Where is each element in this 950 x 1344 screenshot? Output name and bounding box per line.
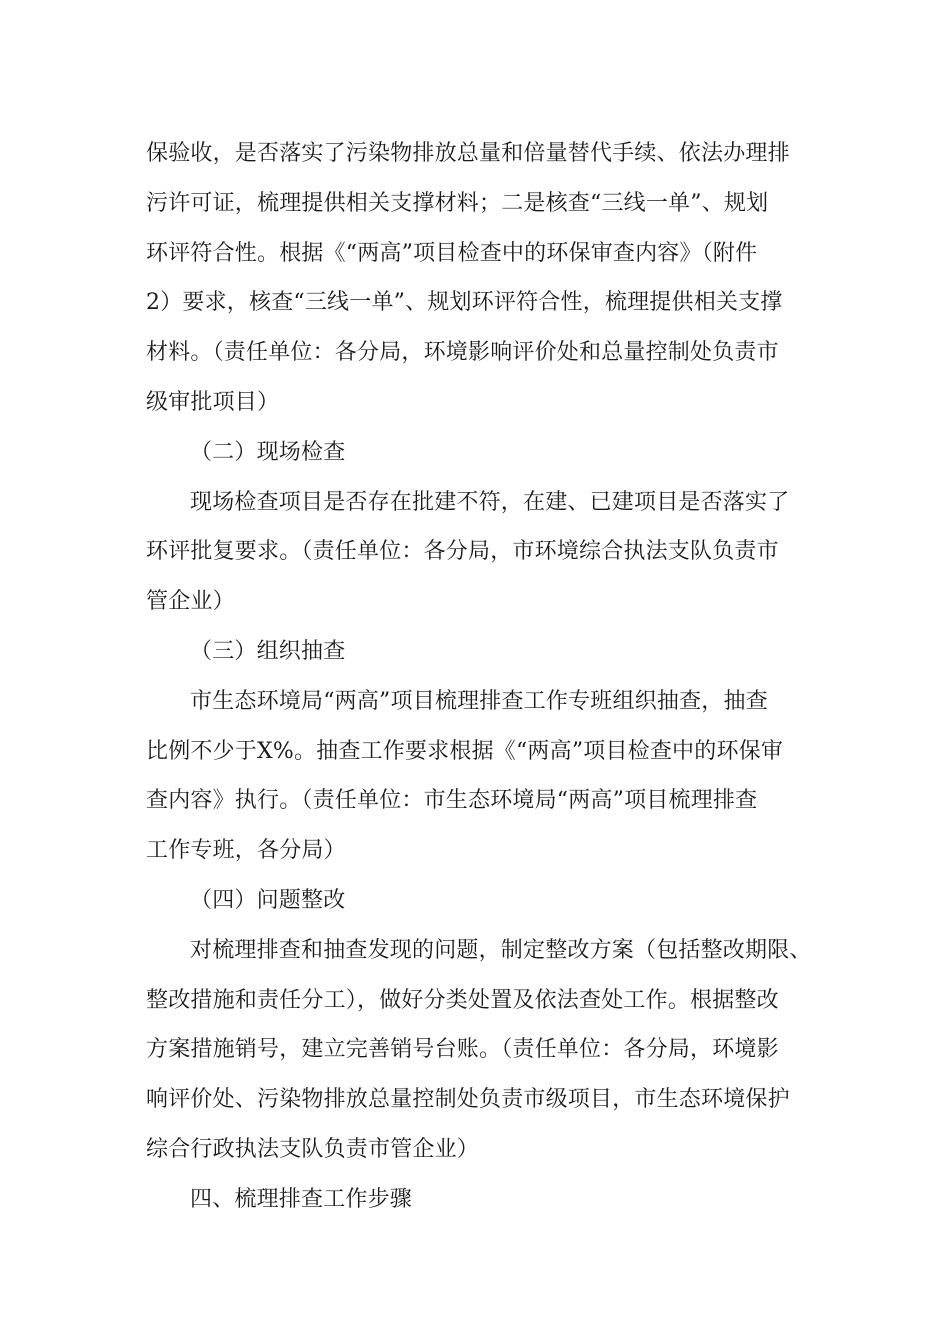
paragraph-line: 2）要求，核查“三线一单”、规划环评符合性，梳理提供相关支撑 [146, 290, 783, 316]
paragraph-line: 管企业） [146, 589, 235, 615]
document-body [146, 129, 826, 1225]
paragraph-line: 综合行政执法支队负责市管企业） [146, 1136, 480, 1162]
paragraph-line: 环评符合性。根据《“两高”项目检查中的环保审查内容》（附件 [146, 240, 758, 266]
paragraph-line: 级审批项目） [146, 389, 280, 415]
section-heading: （四）问题整改 [190, 887, 346, 913]
section-heading: （二）现场检查 [190, 439, 346, 465]
paragraph-line: 响评价处、污染物排放总量控制处负责市级项目，市生态环境保护 [146, 1087, 790, 1113]
paragraph-line: 对梳理排查和抽查发现的问题，制定整改方案（包括整改期限、 [190, 937, 812, 963]
paragraph-line: 查内容》执行。（责任单位：市生态环境局“两高”项目梳理排查 [146, 788, 758, 814]
paragraph-line: 现场检查项目是否存在批建不符，在建、已建项目是否落实了 [190, 489, 790, 515]
paragraph-line: 方案措施销号，建立完善销号台账。（责任单位：各分局，环境影 [146, 1037, 779, 1063]
paragraph-line: 市生态环境局“两高”项目梳理排查工作专班组织抽查，抽查 [190, 688, 768, 714]
paragraph-line: 整改措施和责任分工），做好分类处置及依法查处工作。根据整改 [146, 987, 779, 1013]
paragraph-line: 污许可证，梳理提供相关支撑材料；二是核查“三线一单”、规划 [146, 190, 769, 216]
paragraph-line: 保验收，是否落实了污染物排放总量和倍量替代手续、依法办理排 [146, 141, 790, 166]
section-heading: 四、梳理排查工作步骤 [190, 1186, 413, 1212]
paragraph-line: 环评批复要求。（责任单位：各分局，市环境综合执法支队负责市 [146, 539, 779, 565]
paragraph-line: 比例不少于X%。抽查工作要求根据《“两高”项目检查中的环保审 [146, 738, 784, 764]
paragraph-line: 材料。（责任单位：各分局，环境影响评价处和总量控制处负责市 [146, 340, 779, 366]
section-heading: （三）组织抽查 [190, 638, 346, 664]
paragraph-line: 工作专班，各分局） [146, 838, 346, 864]
